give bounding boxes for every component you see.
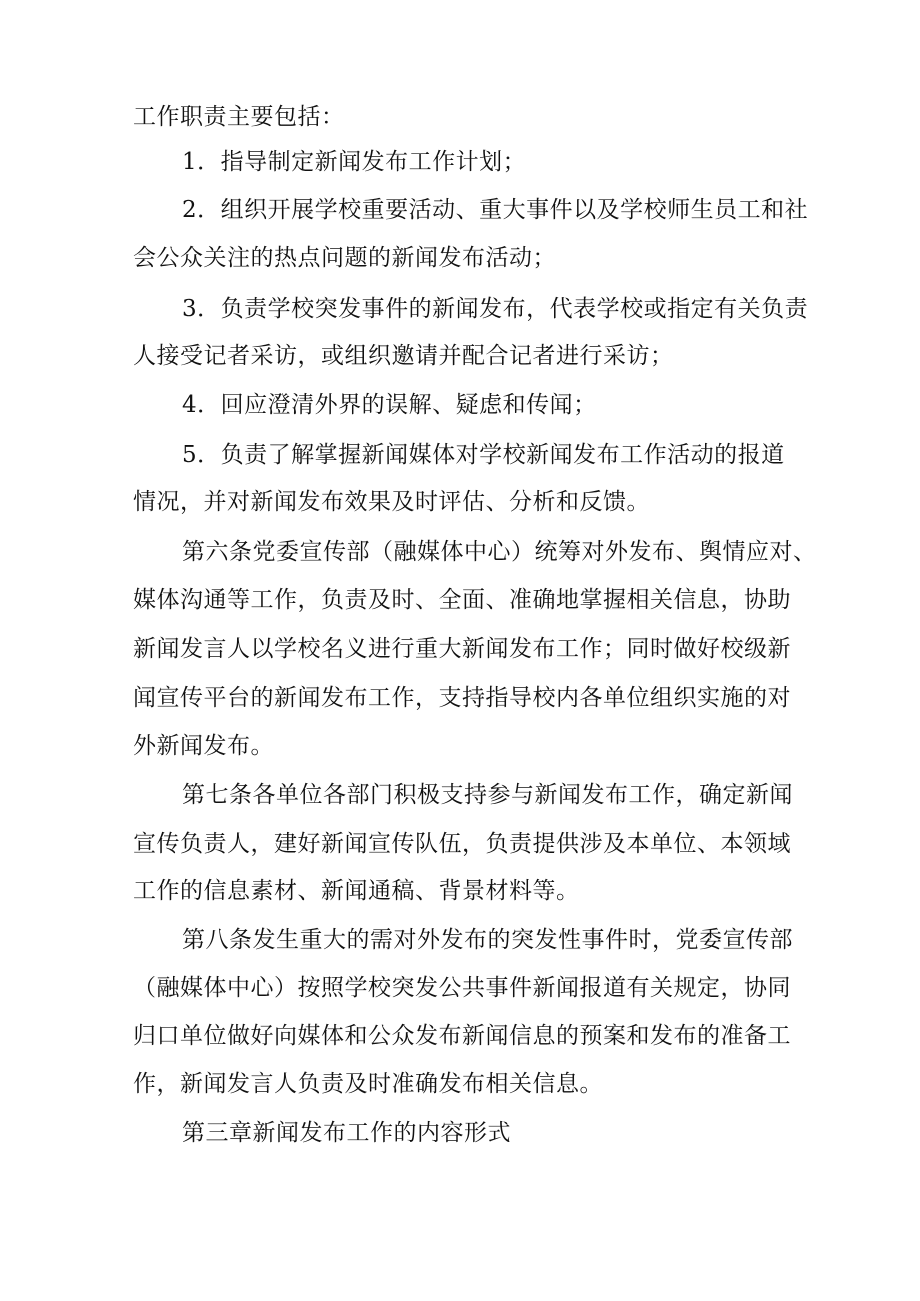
text-line: 媒体沟通等工作，负责及时、全面、准确地掌握相关信息，协助 [133,587,791,613]
chapter-3-heading: 第三章新闻发布工作的内容形式 [182,1120,511,1146]
text-line: 归口单位做好向媒体和公众发布新闻信息的预案和发布的准备工 [133,1023,791,1049]
text-line: 宣传负责人，建好新闻宣传队伍，负责提供涉及本单位、本领域 [133,831,791,857]
list-item-3: 3．负责学校突发事件的新闻发布，代表学校或指定有关负责 [182,296,809,322]
article-7-heading: 第七条各单位各部门积极支持参与新闻发布工作，确定新闻 [182,782,793,808]
list-item-1: 1．指导制定新闻发布工作计划； [182,149,527,175]
text-line: 工作职责主要包括： [133,104,345,130]
text-line: （融媒体中心）按照学校突发公共事件新闻报道有关规定，协同 [133,975,791,1001]
text-line: 新闻发言人以学校名义进行重大新闻发布工作；同时做好校级新 [133,636,791,662]
article-8-heading: 第八条发生重大的需对外发布的突发性事件时，党委宣传部 [182,927,793,953]
text-line: 闻宣传平台的新闻发布工作，支持指导校内各单位组织实施的对 [133,685,791,711]
list-item-4: 4．回应澄清外界的误解、疑虑和传闻； [182,392,597,418]
list-item-2: 2．组织开展学校重要活动、重大事件以及学校师生员工和社 [182,197,809,223]
list-item-5: 5．负责了解掌握新闻媒体对学校新闻发布工作活动的报道 [182,442,785,468]
text-line: 人接受记者采访，或组织邀请并配合记者进行采访； [133,343,674,369]
text-line: 情况，并对新闻发布效果及时评估、分析和反馈。 [133,489,650,515]
text-line: 工作的信息素材、新闻通稿、背景材料等。 [133,878,580,904]
text-line: 作，新闻发言人负责及时准确发布相关信息。 [133,1071,603,1097]
text-line: 外新闻发布。 [133,733,274,759]
article-6-heading: 第六条党委宣传部（融媒体中心）统筹对外发布、舆情应对、 [182,539,817,565]
text-line: 会公众关注的热点问题的新闻发布活动； [133,245,556,271]
